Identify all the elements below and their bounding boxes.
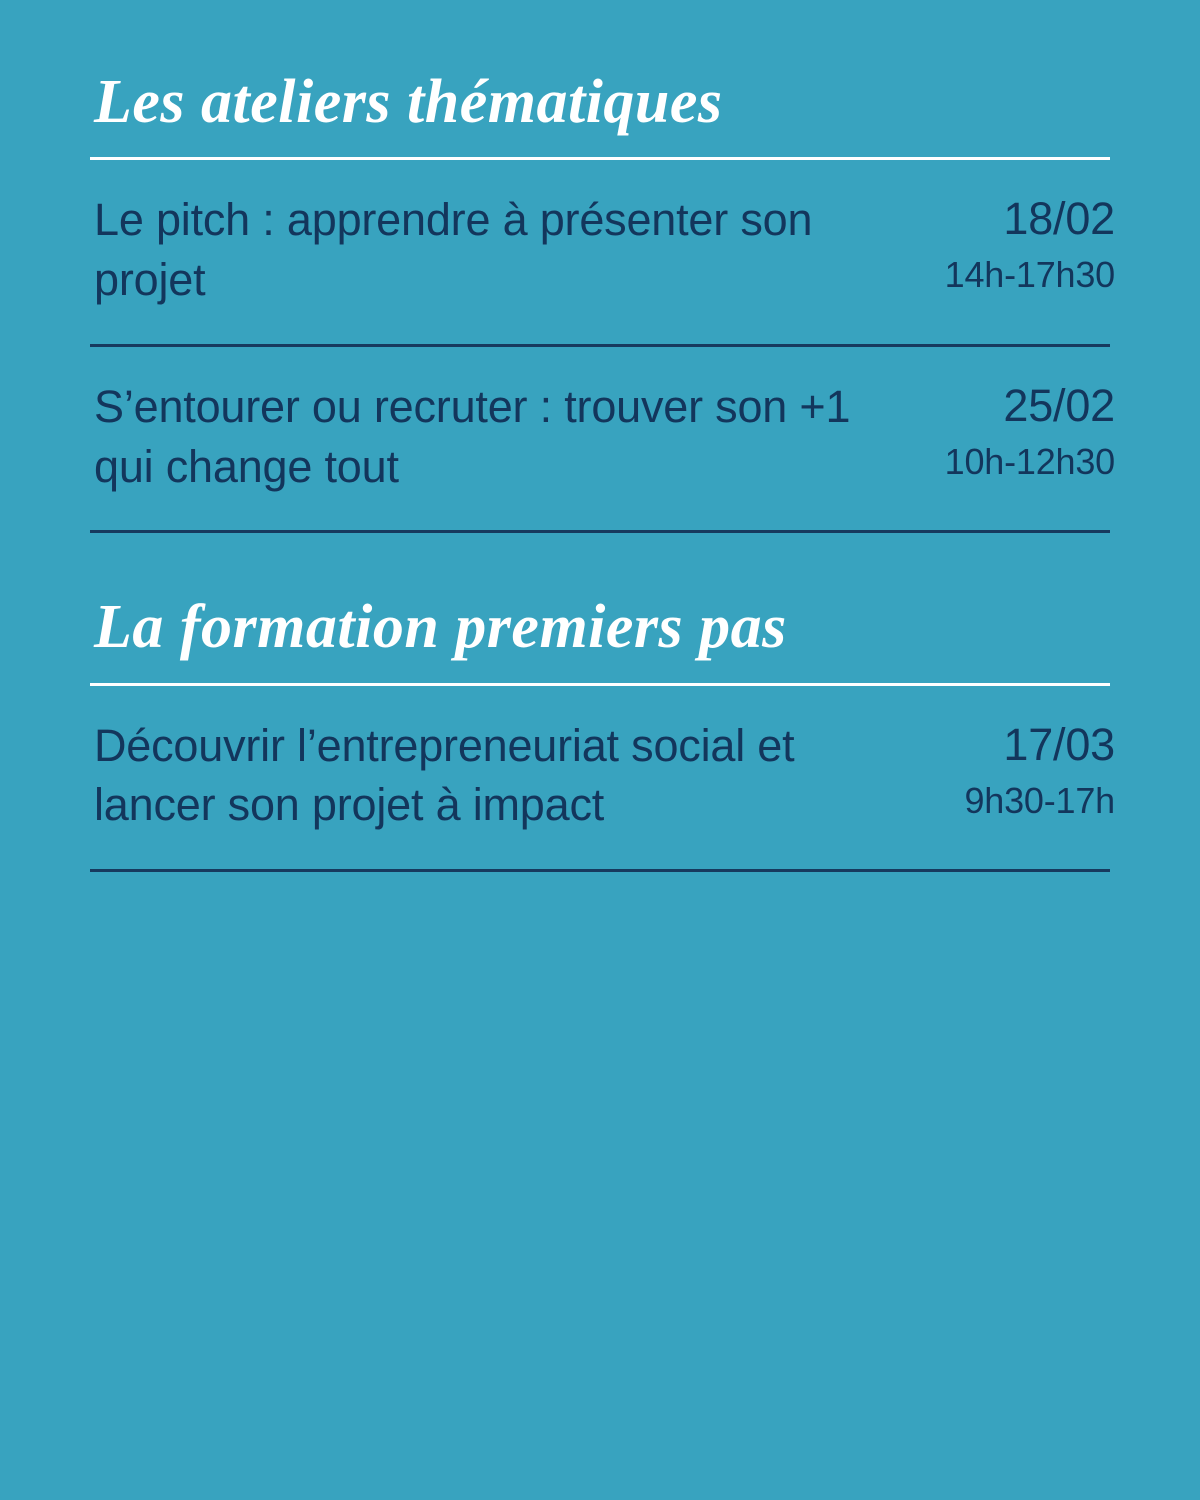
event-date: 25/02 [1003,379,1115,431]
event-schedule [885,716,1115,826]
event-row [90,686,1115,870]
bottom-spacer [90,872,1115,1112]
section-title: La formation premiers pas [94,593,787,662]
event-title: Le pitch : apprendre à présenter son projet [94,194,813,305]
event-title: S’entourer ou recruter : trouver son +1 qui change tout [94,380,851,492]
event-time: 9h30-17h [964,779,1115,821]
event-schedule [885,377,1115,487]
section-title: Les ateliers thématiques [94,68,723,136]
event-list [90,686,1115,873]
section-ateliers-thematiques [90,70,1115,533]
event-title: Découvrir l’entrepreneuriat social et lancer son projet à impact [94,719,795,831]
event-time: 14h-17h30 [944,254,1115,296]
event-date: 17/03 [1003,718,1115,770]
event-row [90,160,1115,344]
event-date: 18/02 [1003,193,1115,245]
event-divider [90,530,1110,533]
event-time: 10h-12h30 [944,440,1115,482]
section-formation-premiers-pas [90,595,1115,872]
event-row [90,347,1115,531]
event-list [90,160,1115,533]
event-schedule [885,190,1115,300]
